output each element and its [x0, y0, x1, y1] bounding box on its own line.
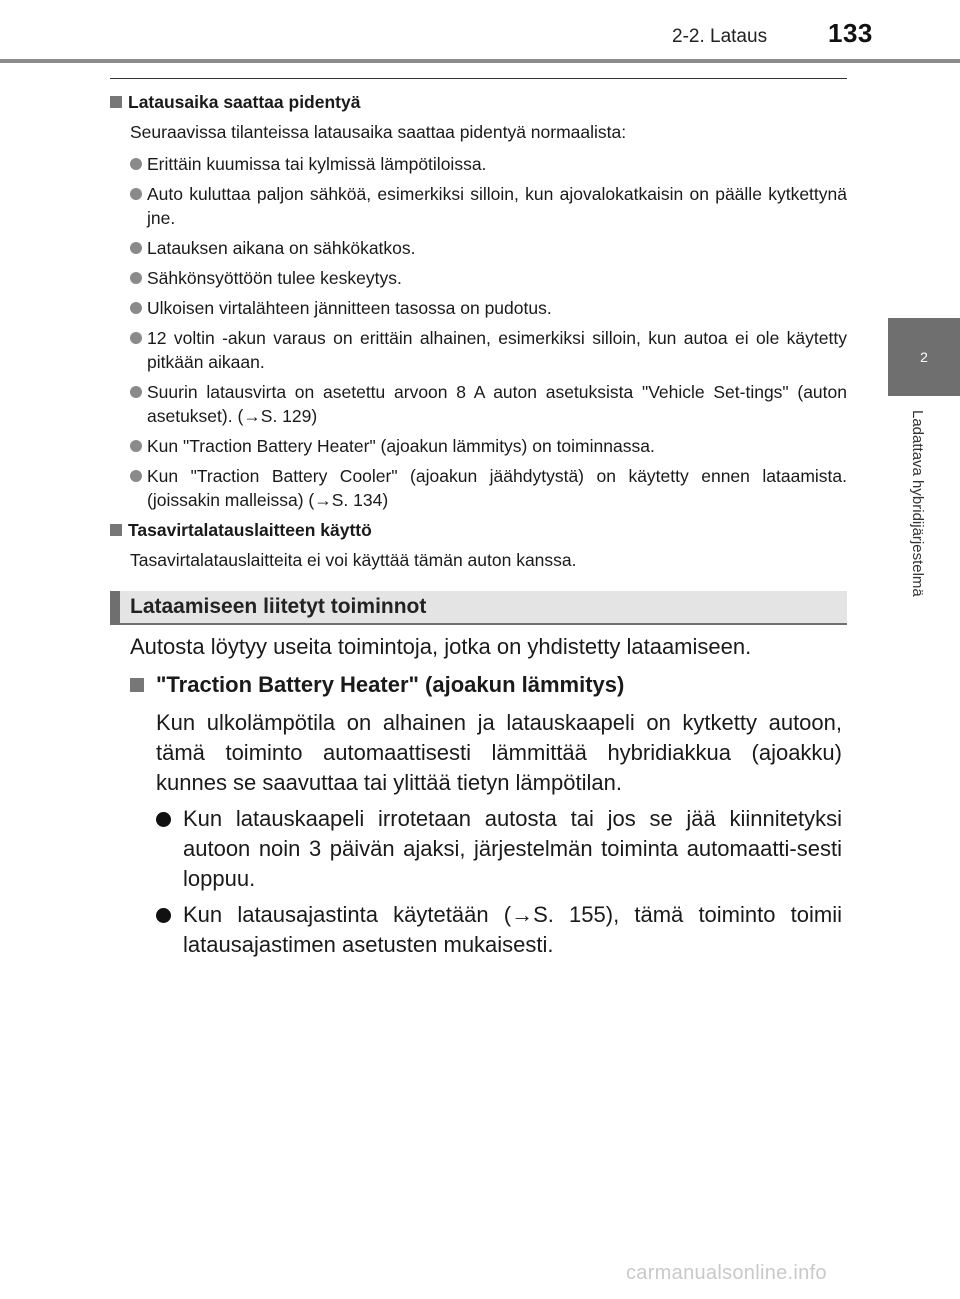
chapter-tab[interactable]	[888, 318, 960, 396]
bullet-icon	[130, 188, 142, 200]
list-item: Kun latausajastinta käytetään (→S. 155), tämä toiminto toimii latausajastimen asetusten mukaisesti.	[156, 900, 842, 960]
main-section	[130, 632, 842, 966]
list-item: 12 voltin -akun varaus on erittäin alhainen, esimerkiksi silloin, kun autoa ei ole käytetty pitkään aikaan.	[130, 326, 847, 374]
bullet-icon	[130, 386, 142, 398]
chapter-number: 2	[920, 349, 928, 365]
bullet-icon	[130, 242, 142, 254]
bullet-icon	[156, 812, 171, 827]
subheading-text: "Traction Battery Heater" (ajoakun lämmitys)	[156, 672, 625, 697]
note-intro: Seuraavissa tilanteissa latausaika saattaa pidentyä normaalista:	[130, 122, 627, 142]
note-heading	[110, 90, 847, 114]
list-item: Sähkönsyöttöön tulee keskeytys.	[130, 266, 847, 290]
note-heading-text: Tasavirtalatauslaitteen käyttö	[128, 520, 372, 540]
notes-section	[110, 90, 847, 580]
section-intro: Autosta löytyy useita toimintoja, jotka on yhdistetty lataamiseen.	[130, 634, 752, 659]
subheading	[130, 670, 842, 700]
content-top-rule	[110, 78, 847, 79]
page-number: 133	[828, 18, 873, 48]
note-heading-text: Latausaika saattaa pidentyä	[128, 92, 361, 112]
section-title: Lataamiseen liitetyt toiminnot	[130, 595, 427, 618]
bullet-icon	[130, 272, 142, 284]
bullet-icon	[130, 158, 142, 170]
bullet-icon	[130, 332, 142, 344]
list-item: Kun "Traction Battery Heater" (ajoakun lämmitys) on toiminnassa.	[130, 434, 847, 458]
list-item: Suurin latausvirta on asetettu arvoon 8 A auton asetuksista "Vehicle Set-tings" (auton asetukset). (→S. 129)	[130, 380, 847, 428]
note-text: Tasavirtalatauslaitteita ei voi käyttää tämän auton kanssa.	[130, 550, 577, 570]
list-item: Ulkoisen virtalähteen jännitteen tasossa on pudotus.	[130, 296, 847, 320]
list-item: Latauksen aikana on sähkökatkos.	[130, 236, 847, 260]
header-rule	[0, 59, 960, 63]
watermark: carmanualsonline.info	[626, 1262, 827, 1284]
bullet-icon	[130, 440, 142, 452]
square-bullet-icon	[130, 678, 144, 692]
list-item: Kun latauskaapeli irrotetaan autosta tai jos se jää kiinnitetyksi autoon noin 3 päivän ajaksi, järjestelmän toiminta automaatti-sesti loppuu.	[156, 804, 842, 894]
title-accent	[110, 591, 120, 623]
square-bullet-icon	[110, 524, 122, 536]
list-item: Kun "Traction Battery Cooler" (ajoakun jäähdytystä) on käytetty ennen lataamista. (joissakin malleissa) (→S. 134)	[130, 464, 847, 512]
header-section-title: 2-2. Lataus	[672, 26, 768, 47]
chapter-label: Ladattava hybridijärjestelmä	[909, 410, 926, 597]
description-paragraph: Kun ulkolämpötila on alhainen ja latauskaapeli on kytketty autoon, tämä toiminto automaattisesti lämmittää hybridiakkua (ajoakku) kunnes se saavuttaa tai ylittää tietyn lämpötilan.	[156, 710, 842, 795]
bullet-icon	[156, 908, 171, 923]
list-item: Erittäin kuumissa tai kylmissä lämpötiloissa.	[130, 152, 847, 176]
list-item: Auto kuluttaa paljon sähköä, esimerkiksi silloin, kun ajovalokatkaisin on päälle kytkettynä jne.	[130, 182, 847, 230]
bullet-icon	[130, 470, 142, 482]
section-title-bar	[110, 591, 847, 625]
square-bullet-icon	[110, 96, 122, 108]
bullet-icon	[130, 302, 142, 314]
note-heading-dc	[110, 518, 847, 542]
